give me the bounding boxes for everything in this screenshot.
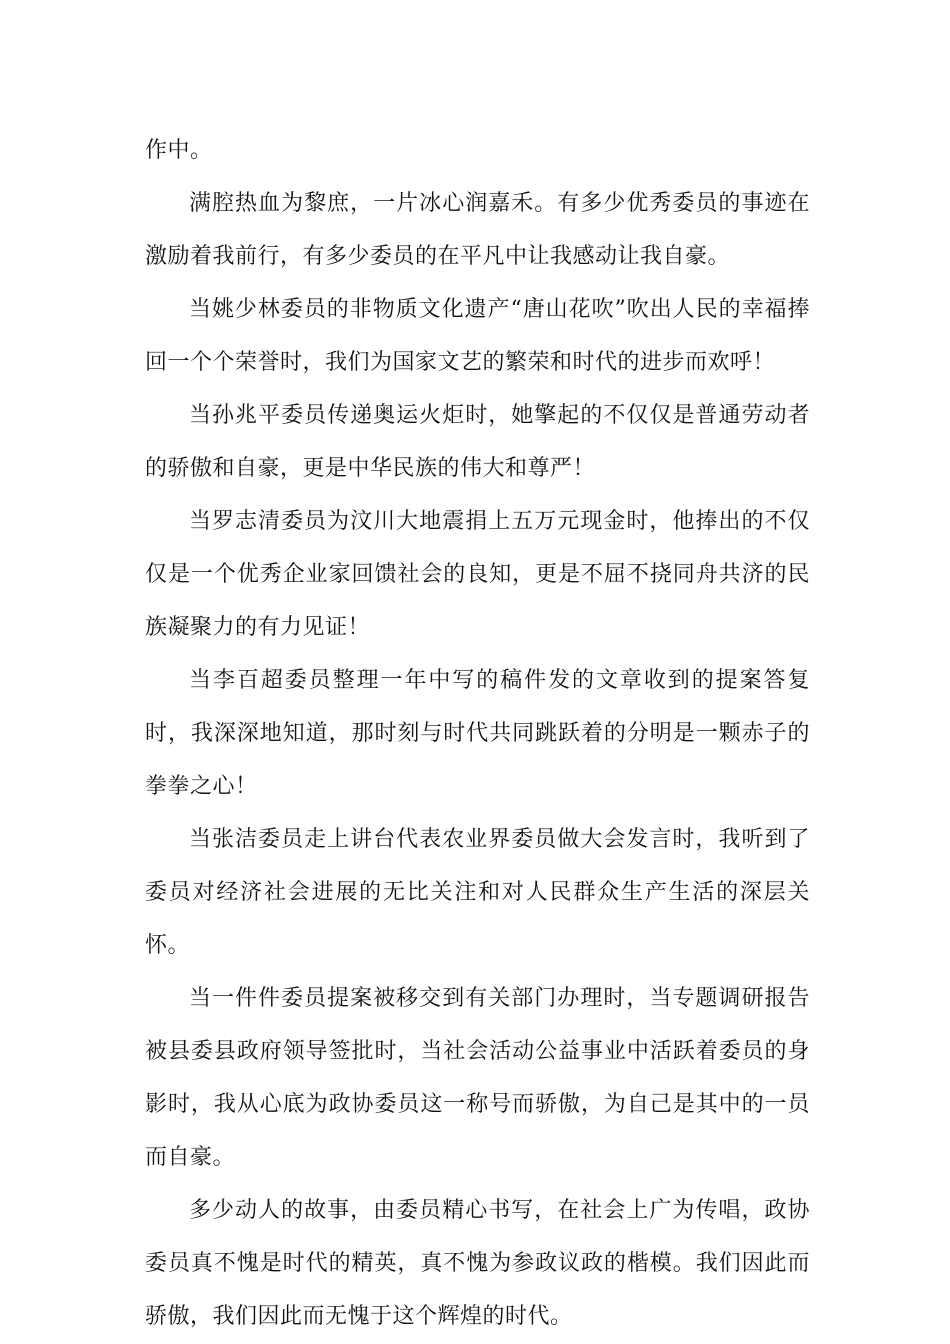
- paragraph: 满腔热血为黎庶，一片冰心润嘉禾。有多少优秀委员的事迹在激励着我前行，有多少委员的在平凡中让我感动让我自豪。: [145, 191, 810, 269]
- paragraph: 当孙兆平委员传递奥运火炬时，她擎起的不仅仅是普通劳动者的骄傲和自豪，更是中华民族的伟大和尊严！: [145, 403, 810, 481]
- paragraph: 当一件件委员提案被移交到有关部门办理时，当专题调研报告被县委县政府领导签批时，当社会活动公益事业中活跃着委员的身影时，我从心底为政协委员这一称号而骄傲，为自己是其中的一员而自豪。: [145, 986, 810, 1170]
- paragraph: 当罗志清委员为汶川大地震捐上五万元现金时，他捧出的不仅仅是一个优秀企业家回馈社会的良知，更是不屈不挠同舟共济的民族凝聚力的有力见证！: [145, 509, 810, 640]
- paragraph: 当张洁委员走上讲台代表农业界委员做大会发言时，我听到了委员对经济社会进展的无比关注和对人民群众生产生活的深层关怀。: [145, 827, 810, 958]
- document-body: [145, 124, 810, 1343]
- paragraph-continuation: 作中。: [145, 138, 213, 163]
- paragraph: 当李百超委员整理一年中写的稿件发的文章收到的提案答复时，我深深地知道，那时刻与时代共同跳跃着的分明是一颗赤子的拳拳之心！: [145, 668, 810, 799]
- paragraph: 多少动人的故事，由委员精心书写，在社会上广为传唱，政协委员真不愧是时代的精英，真不愧为参政议政的楷模。我们因此而骄傲，我们因此而无愧于这个辉煌的时代。: [145, 1198, 810, 1329]
- paragraph: 当姚少林委员的非物质文化遗产“唐山花吹”吹出人民的幸福捧回一个个荣誉时，我们为国家文艺的繁荣和时代的进步而欢呼！: [145, 297, 810, 375]
